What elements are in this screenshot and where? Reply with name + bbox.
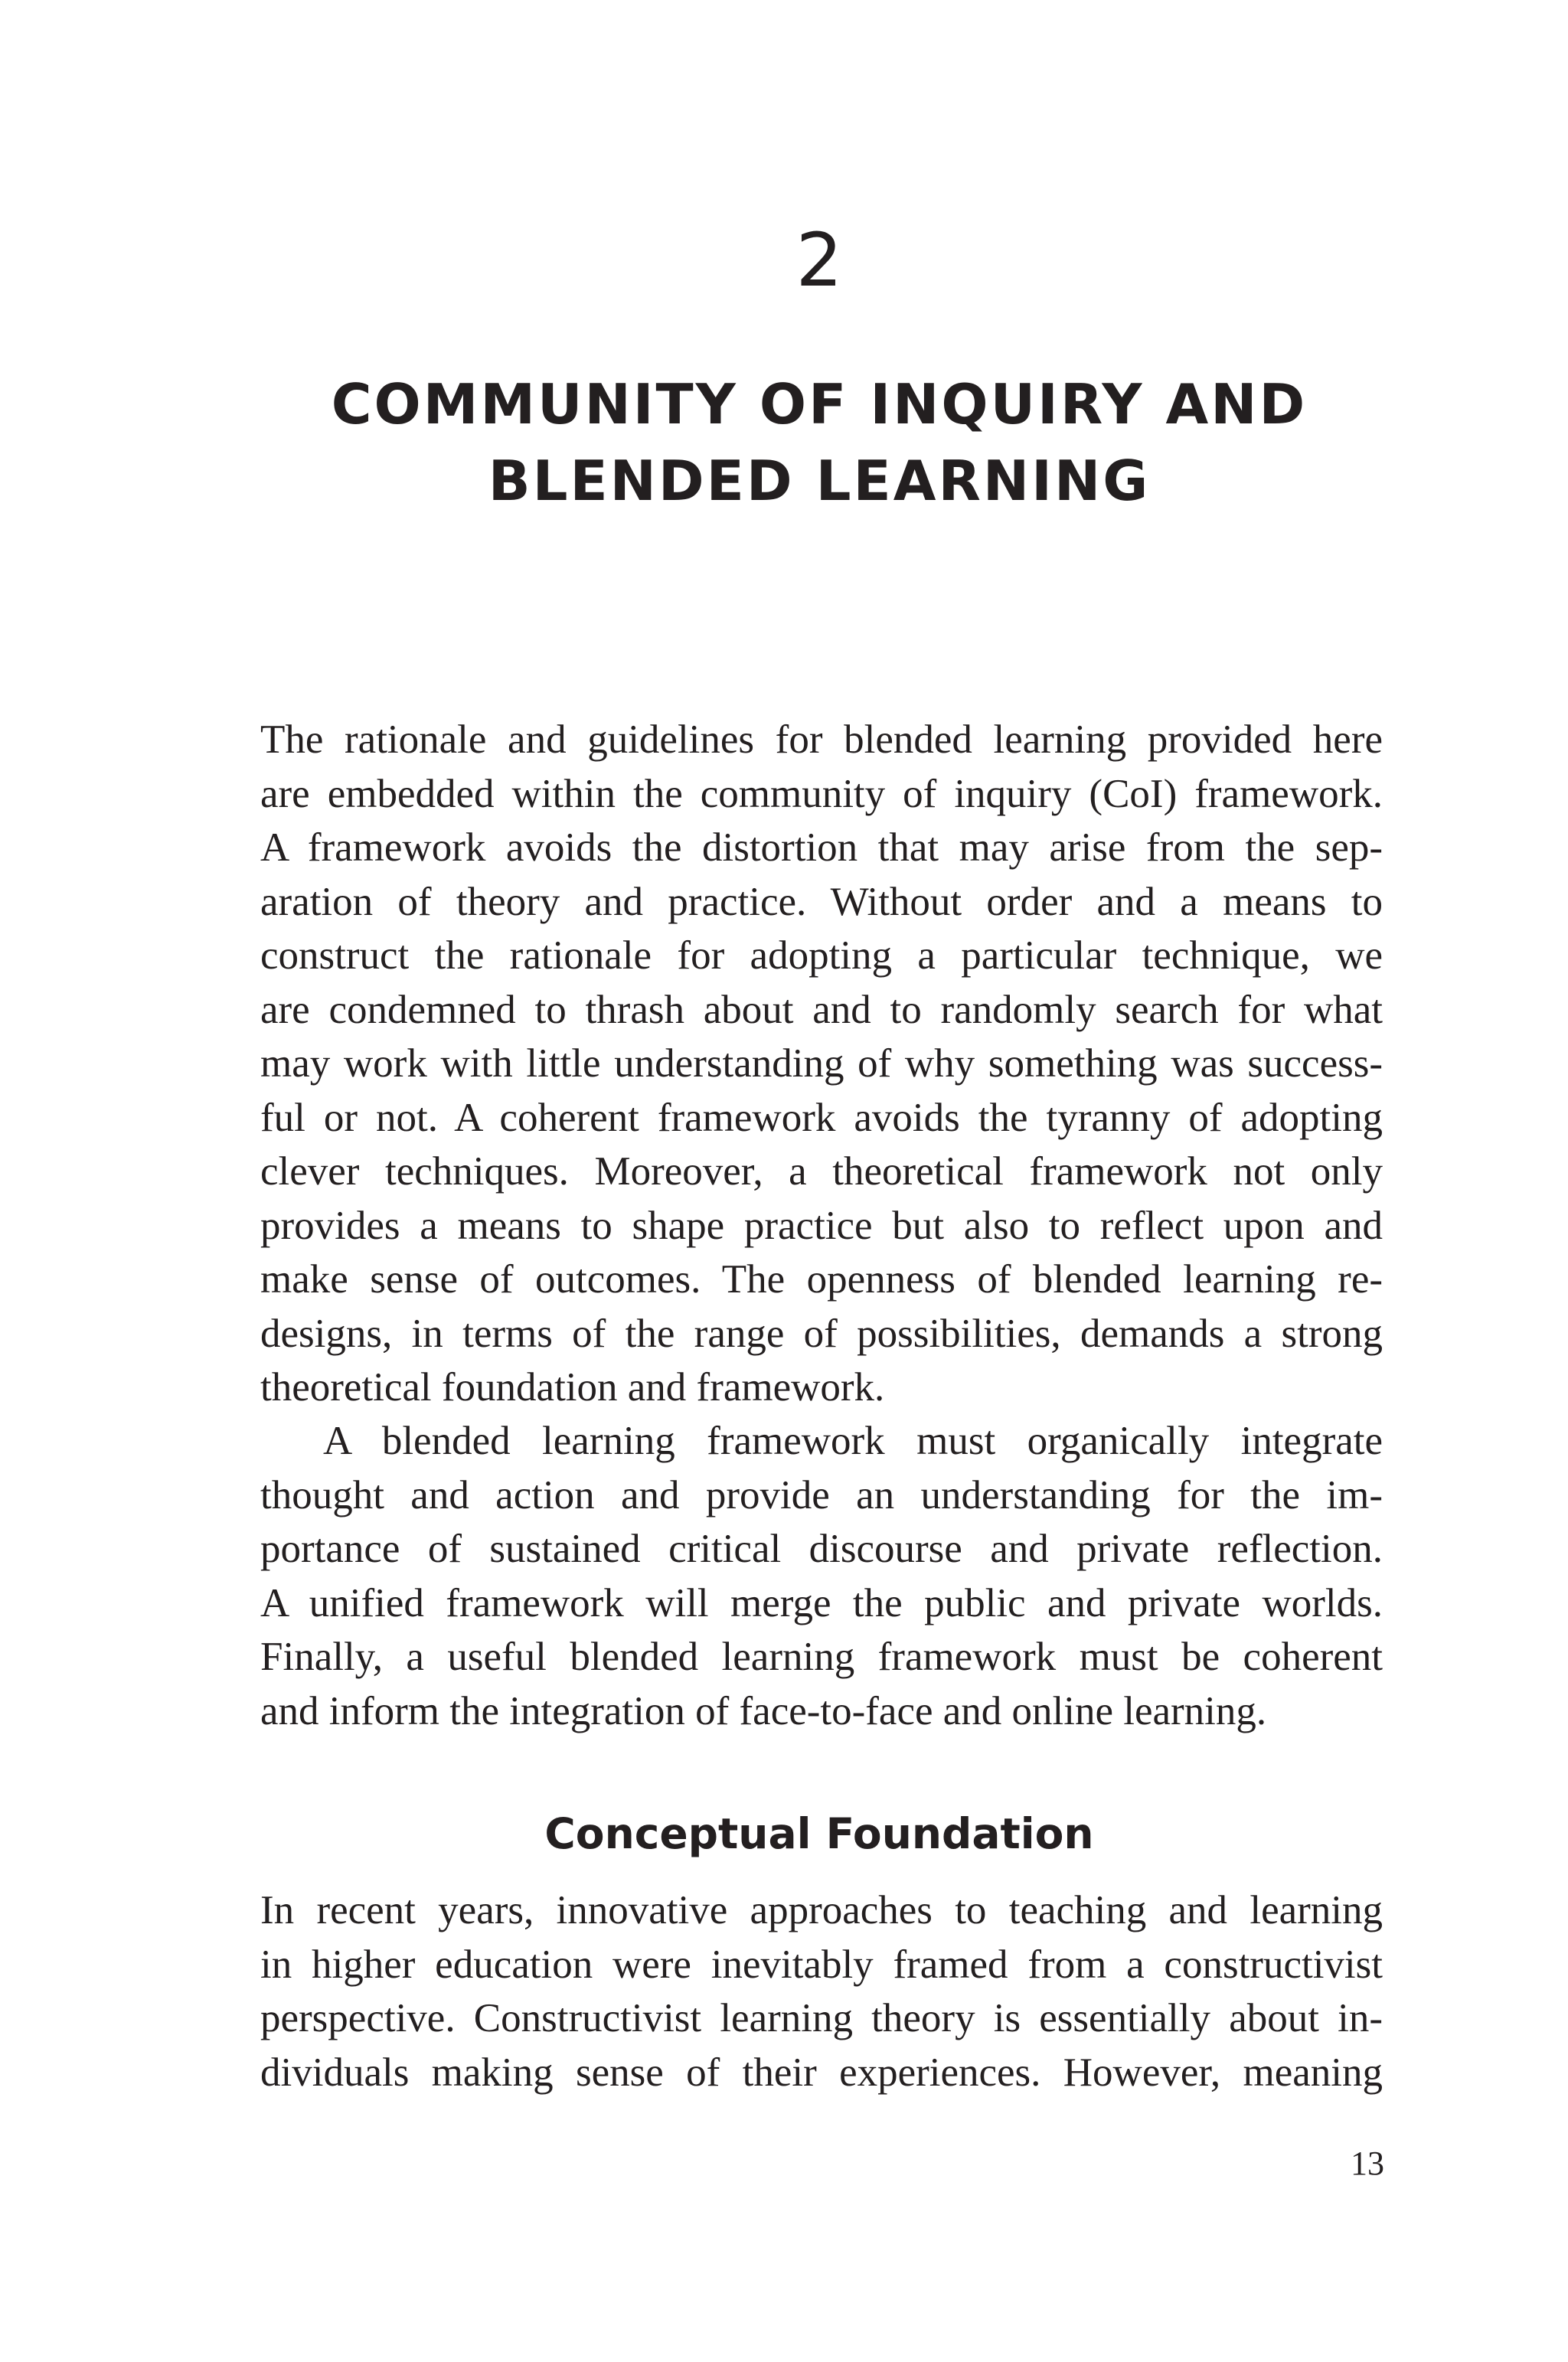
text-line: are embedded within the community of inquiry (CoI) framework. bbox=[260, 771, 1383, 816]
text-line: thought and action and provide an understanding for the im- bbox=[260, 1472, 1383, 1517]
text-line: A blended learning framework must organically integrate bbox=[323, 1419, 1383, 1463]
text-line: may work with little understanding of why something was success- bbox=[260, 1041, 1383, 1086]
text-line: A unified framework will merge the public and private worlds. bbox=[260, 1580, 1383, 1625]
chapter-title bbox=[0, 366, 1568, 519]
text-line: theoretical foundation and framework. bbox=[260, 1365, 885, 1410]
chapter-title-line: BLENDED LEARNING bbox=[488, 449, 1151, 513]
text-line: and inform the integration of face-to-face and online learning. bbox=[260, 1688, 1267, 1733]
text-line: in higher education were inevitably framed from a constructivist bbox=[260, 1942, 1383, 1987]
chapter-title-line: COMMUNITY OF INQUIRY AND bbox=[331, 372, 1308, 436]
text-line: portance of sustained critical discourse and private reflection. bbox=[260, 1527, 1383, 1571]
text-line: Finally, a useful blended learning framework must be coherent bbox=[260, 1635, 1383, 1679]
text-line: In recent years, innovative approaches to teaching and learning bbox=[260, 1888, 1383, 1932]
section-heading: Conceptual Foundation bbox=[544, 1809, 1094, 1858]
text-line: are condemned to thrash about and to randomly search for what bbox=[260, 987, 1383, 1032]
page-number: 13 bbox=[1351, 2145, 1384, 2182]
text-line: dividuals making sense of their experiences. However, meaning bbox=[260, 2050, 1383, 2095]
text-line: aration of theory and practice. Without order and a means to bbox=[260, 879, 1383, 924]
paragraph-framework bbox=[260, 1414, 1383, 1738]
text-line: construct the rationale for adopting a particular technique, we bbox=[260, 933, 1383, 978]
text-line: provides a means to shape practice but also to reflect upon and bbox=[260, 1203, 1383, 1248]
text-line: A framework avoids the distortion that may arise from the sep- bbox=[260, 825, 1383, 870]
text-line: The rationale and guidelines for blended learning provided here bbox=[260, 717, 1383, 762]
paragraph-rationale bbox=[260, 713, 1383, 1415]
chapter-number: 2 bbox=[795, 217, 843, 303]
text-line: designs, in terms of the range of possibilities, demands a strong bbox=[260, 1311, 1383, 1356]
text-line: perspective. Constructivist learning theory is essentially about in- bbox=[260, 1996, 1383, 2040]
text-line: clever techniques. Moreover, a theoretical framework not only bbox=[260, 1149, 1383, 1194]
text-line: ful or not. A coherent framework avoids the tyranny of adopting bbox=[260, 1095, 1383, 1140]
paragraph-conceptual-foundation bbox=[260, 1883, 1383, 2099]
text-line: make sense of outcomes. The openness of blended learning re- bbox=[260, 1257, 1383, 1302]
